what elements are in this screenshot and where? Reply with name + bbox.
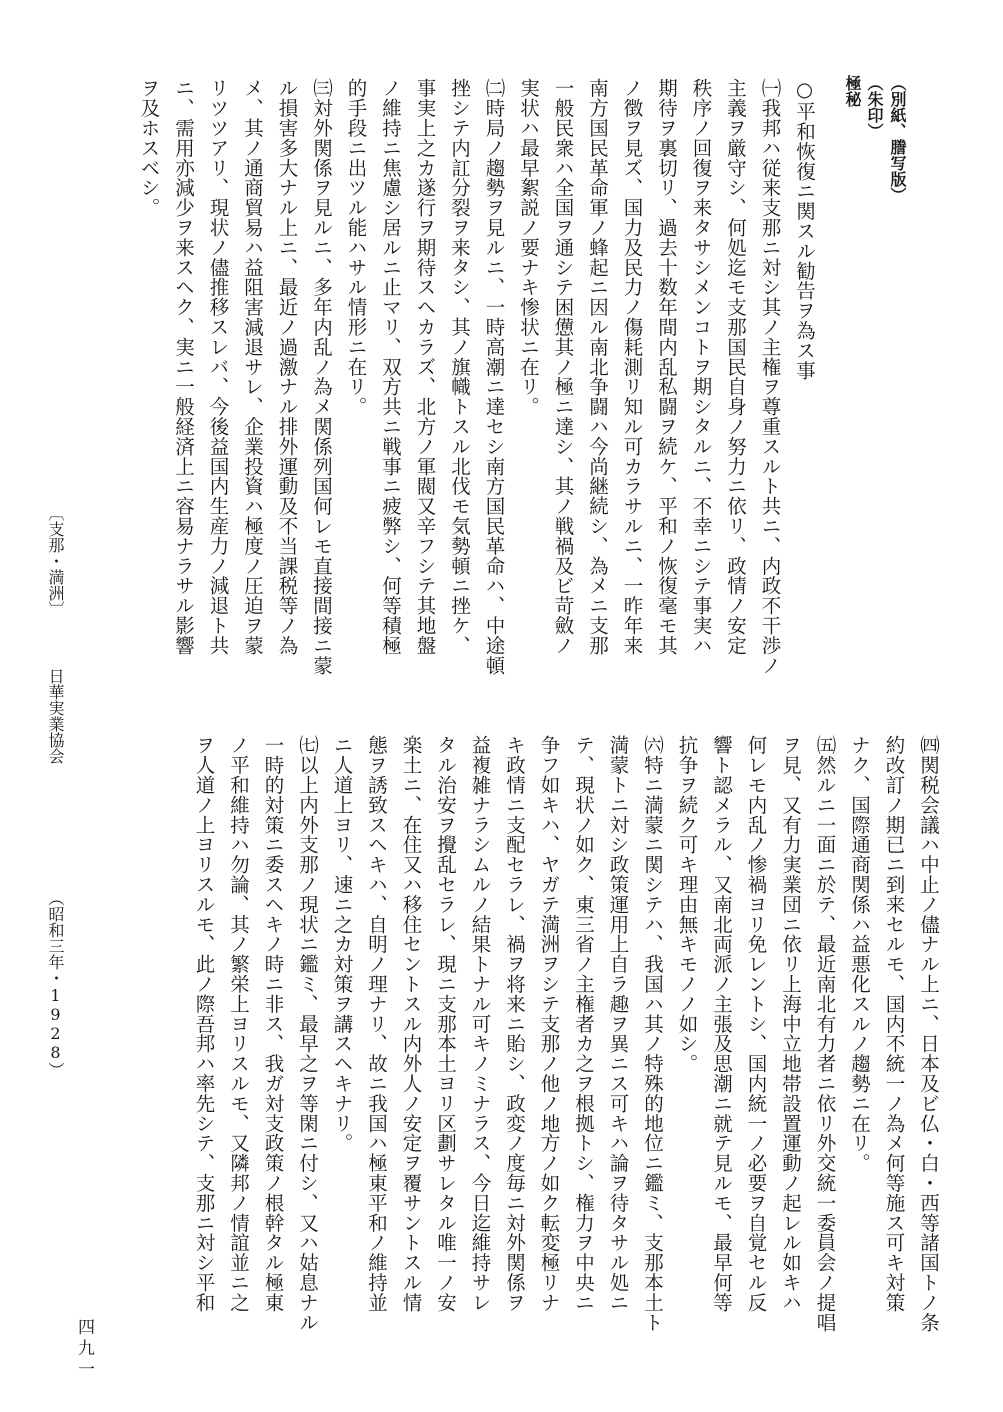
lower-text-column: 抗争ヲ続ク可キ理由無キモノノ如シ。 <box>675 735 699 1074</box>
lower-text-column: ㈣関税会議ハ中止ノ儘ナル上ニ、日本及ビ仏・白・西等諸国トノ条 <box>917 735 940 1332</box>
upper-text-column: ニ、需用亦減少ヲ来スヘク、実ニ一般経済上ニ容易ナラサル影響 <box>172 78 195 656</box>
lower-text-column: ヲ見、又有力実業団ニ依リ上海中立地帯設置運動ノ起レル如キハ <box>779 735 802 1313</box>
lower-text-column: ノ平和維持ハ勿論、其ノ繁栄上ヨリスルモ、又隣邦ノ情誼並ニ之 <box>227 735 250 1313</box>
upper-text-column: 主義ヲ厳守シ、何処迄モ支那国民自身ノ努力ニ依リ、政情ノ安定 <box>724 78 747 656</box>
upper-text-column: 秩序ノ回復ヲ来タサシメンコトヲ期シタルニ、不幸ニシテ事実ハ <box>689 78 713 656</box>
lower-text-column: 益複雑ナラシムルノ結果トナル可キノミナラス、今日迄維持サレ <box>468 735 492 1313</box>
upper-text-column: ヲ及ホスベシ。 <box>137 78 161 218</box>
upper-text-column: 南方国民革命軍ノ蜂起ニ因ル南北争闘ハ今尚継続シ、為メニ支那 <box>586 78 609 656</box>
upper-text-column: ○平和恢復ニ関スル勧告ヲ為ス事 <box>793 78 816 380</box>
lower-text-block <box>186 735 945 1340</box>
upper-text-column: 実状ハ最早絮説ノ要ナキ惨状ニ在リ。 <box>517 78 540 417</box>
upper-text-column: ㈢対外関係ヲ見ルニ、多年内乱ノ為メ関係列国何レモ直接間接ニ蒙 <box>310 78 333 675</box>
lower-text-column: ㈤然ルニ一面ニ於テ、最近南北有力者ニ依リ外交統一委員会ノ提唱 <box>813 735 837 1332</box>
upper-text-column: 的手段ニ出ツル能ハサル情形ニ在リ。 <box>344 78 368 417</box>
upper-text-column: ル損害多大ナル上ニ、最近ノ過激ナル排外運動及不当課税等ノ為 <box>275 78 299 656</box>
lower-text-column: 約改訂ノ期已ニ到来セルモ、国内不統一ノ為メ何等施ス可キ対策 <box>882 735 906 1313</box>
lower-text-column: タル治安ヲ攪乱セラレ、現ニ支那本土ヨリ区劃サレタル唯一ノ安 <box>434 735 457 1313</box>
lower-text-column: 何レモ内乱ノ惨禍ヨリ免レントシ、国内統一ノ必要ヲ自覚セル反 <box>744 735 768 1313</box>
date-label: （昭和三年・1928） <box>46 890 65 1078</box>
lower-text-column: ヲ人道ノ上ヨリスルモ、此ノ際吾邦ハ率先シテ、支那ニ対シ平和 <box>192 735 216 1313</box>
upper-text-column: ㈡時局ノ趨勢ヲ見ルニ、一時高潮ニ達セシ南方国民革命ハ、中途頓 <box>482 78 506 675</box>
upper-text-column: リツツアリ、現状ノ儘推移スレバ、今後益国内生産力ノ減退ト共 <box>206 78 230 656</box>
source-label: 〔支那・満洲〕 <box>46 505 65 617</box>
document-header-2 <box>863 75 885 139</box>
lower-text-column: テ、現状ノ如ク、東三省ノ主権者カ之ヲ根拠トシ、権力ヲ中央ニ <box>572 735 595 1313</box>
lower-text-column: ㈦以上内外支那ノ現状ニ鑑ミ、最早之ヲ等閑ニ付シ、又ハ姑息ナル <box>296 735 319 1332</box>
lower-text-column: 楽土ニ、在住又ハ移住セントスル内外人ノ安定ヲ覆サントスル情 <box>399 735 423 1313</box>
lower-text-column: ニ人道上ヨリ、速ニ之カ対策ヲ講スヘキナリ。 <box>330 735 354 1153</box>
upper-text-column: 事実上之カ遂行ヲ期待スヘカラズ、北方ノ軍閥又辛フシテ其地盤 <box>413 78 437 656</box>
lower-text-column: 一時的対策ニ委スヘキノ時ニ非ス、我ガ対支政策ノ根幹タル極東 <box>261 735 285 1313</box>
lower-text-column: 響ト認メラル、又南北両派ノ主張及思潮ニ就テ見ルモ、最早何等 <box>710 735 733 1313</box>
upper-text-block <box>131 78 821 683</box>
publisher-label: 日華実業協会 <box>46 668 65 764</box>
lower-text-column: 争フ如キハ、ヤガテ満洲ヲシテ支那ノ他ノ地方ノ如ク転変極リナ <box>537 735 561 1313</box>
header-note-mimeograph: （別紙、謄写版） <box>888 75 907 203</box>
upper-text-column: メ、其ノ通商貿易ハ益阻害減退サレ、企業投資ハ極度ノ圧迫ヲ蒙 <box>241 78 264 656</box>
lower-text-column: ㈥特ニ満蒙ニ関シテハ、我国ハ其ノ特殊的地位ニ鑑ミ、支那本土ト <box>641 735 664 1332</box>
document-header-3 <box>841 75 863 107</box>
upper-text-column: ノ維持ニ焦慮シ居ルニ止マリ、双方共ニ戦事ニ疲弊シ、何等積極 <box>379 78 402 656</box>
lower-text-column: 態ヲ誘致スヘキハ、自明ノ理ナリ、故ニ我国ハ極東平和ノ維持並 <box>365 735 388 1313</box>
upper-text-column: 期待ヲ裏切リ、過去十数年間内乱私闘ヲ続ケ、平和ノ恢復毫モ其 <box>655 78 678 656</box>
lower-text-column: 満蒙トニ対シ政策運用上自ラ趣ヲ異ニス可キハ論ヲ待タサル処ニ <box>606 735 630 1313</box>
header-note-seal: （朱印） <box>865 75 884 139</box>
header-note-secret: 極秘 <box>843 75 862 107</box>
lower-text-column: ナク、国際通商関係ハ益悪化スルノ趨勢ニ在リ。 <box>848 735 871 1173</box>
upper-text-column: ㈠我邦ハ従来支那ニ対シ其ノ主権ヲ尊重スルト共ニ、内政不干渉ノ <box>758 78 782 675</box>
page-number: 四九一 <box>74 1318 94 1381</box>
upper-text-column: 挫シテ内訌分裂ヲ来タシ、其ノ旗幟トスル北伐モ気勢頓ニ挫ケ、 <box>448 78 471 656</box>
upper-text-column: 一般民衆ハ全国ヲ通シテ困憊其ノ極ニ達シ、其ノ戦禍及ビ苛斂ノ <box>551 78 575 656</box>
upper-text-column: ノ徴ヲ見ズ、国力及民力ノ傷耗測リ知ル可カラサルニ、一昨年来 <box>620 78 644 656</box>
document-header <box>886 75 908 203</box>
lower-text-column: キ政情ニ支配セラレ、禍ヲ将来ニ貽シ、政変ノ度毎ニ対外関係ヲ <box>503 735 526 1313</box>
